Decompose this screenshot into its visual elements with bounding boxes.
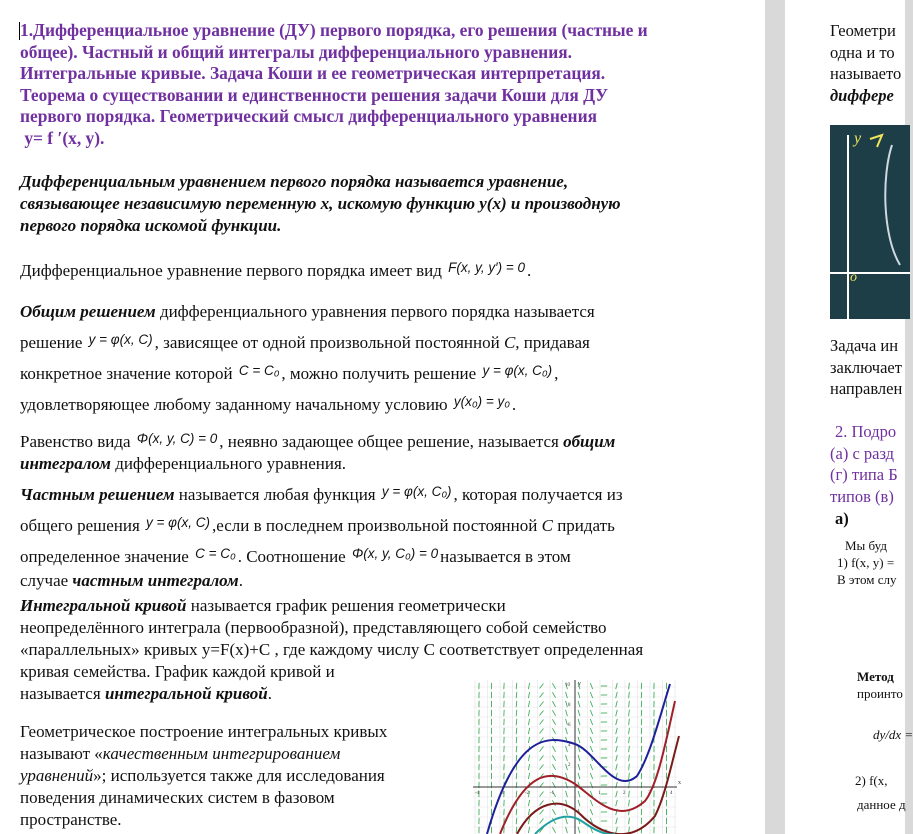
x-axis-label: x <box>678 780 681 786</box>
slope-dash <box>516 701 517 707</box>
fraction-formula: dy/dx = <box>873 727 913 742</box>
general-integral-paragraph: Равенство вида $^{\Phi(x, y, C) = 0}$ , неявно задающее общее решение, называется общим интегралом дифференциального уравнения. <box>20 431 616 473</box>
y-tick-label: 4 <box>568 743 571 748</box>
item-2-text: 2) f(x, <box>855 773 888 788</box>
section-title: 1.Дифференциальное уравнение (ДУ) первого порядка, его решения (частные и общее). Частный и общий интегралы дифференциального уравнения. Интегральные кривые. Задача Коши и ее геометрическая интерпретация. Теорема о существовании и единственности решения задачи Коши для ДУ первого порядка. Геометрический смысл дифференциального уравнения y= f ′(x, y). <box>20 20 648 148</box>
illustration-drawing <box>830 125 910 319</box>
y-axis-label: y <box>578 681 581 687</box>
slope-dash <box>516 791 517 797</box>
slope-dash <box>516 827 517 833</box>
x-tick-label: 3 <box>648 791 651 796</box>
right-small-text: Мы буд 1) f(x, y) = В этом слу <box>837 538 897 587</box>
slope-dash <box>516 818 517 824</box>
y-tick-label: 8 <box>568 703 571 708</box>
direction-field-graph <box>465 676 685 834</box>
x-tick-label: 4 <box>670 791 673 796</box>
document-page-right[interactable] <box>785 0 913 834</box>
formula: y = φ(x, C) <box>88 332 153 347</box>
slope-dash <box>516 809 517 815</box>
item-a-label: а) <box>835 509 849 528</box>
general-solution-paragraph: Общим решением дифференциального уравнения первого порядка называется решение $^{y = \varphi(x, C)}$ , зависящее от одной произвольной постоянной C, придавая конкретное значение которой $^{C = C_0}$ , можно получить решение $^{y = \varphi(x, C_0)}$ , удовлетворяющее любому заданному начальному условию $^{y(x_0) = y_0}$ . <box>20 302 595 414</box>
right-text: Задача ин заключает направлен <box>830 336 903 398</box>
right-text: Геометри одна и то называето диффере <box>830 21 902 105</box>
method-text: Метод проинто <box>857 669 903 701</box>
illustration-y-label: y <box>854 130 862 147</box>
formula: y(x₀) = y₀ <box>453 394 510 409</box>
form-paragraph: Дифференциальное уравнение первого порядка имеет вид $^{F(x, y, y') = 0}$ . <box>20 260 532 280</box>
slope-dash <box>516 746 517 752</box>
x-tick-label: 2 <box>623 791 626 796</box>
formula: y = φ(x, C₀) <box>482 363 553 378</box>
slope-dash <box>516 683 517 689</box>
illustration-o-label: o <box>850 270 857 285</box>
formula: y = φ(x, C) <box>146 515 210 530</box>
slope-dash <box>516 737 517 743</box>
x-tick-label: -4 <box>475 791 480 796</box>
formula: Φ(x, y, C₀) = 0 <box>351 546 439 561</box>
y-tick-label: 6 <box>568 723 571 728</box>
illustration-curve <box>885 145 900 265</box>
integral-curve-paragraph: Интегральной кривой называется график решения геометрически неопределённого интеграла (первообразной), представляющего собой семейство «параллельных» кривых y=F(x)+C , где каждому числу C соответствует определенная кривая семейства. График каждой кривой и называется интегральной кривой. <box>20 596 644 703</box>
geometric-construction-paragraph: Геометрическое построение интегральных кривых называют «качественным интегрированием уравнений»; используется также для исследования поведения динамических систем в фазовом пространстве. <box>20 722 388 829</box>
formula: F(x, y, y′) = 0 <box>448 260 526 275</box>
particular-solution-paragraph: Частным решением называется любая функция $^{y = \varphi(x, C_0)}$ , которая получается из общего решения $^{y = \varphi(x, C)}$ ,если в последнем произвольной постоянной C придать определенное значение $^{C = C_0}$ . Соотношение $^{\Phi(x, y, C_0) = 0}$ называется в этом случае частным интегралом. <box>20 484 623 590</box>
slope-dash <box>516 773 517 779</box>
slope-dash <box>516 710 517 716</box>
formula: C = C₀ <box>195 546 236 561</box>
formula: Φ(x, y, C) = 0 <box>136 431 218 446</box>
y-tick-label: 2 <box>568 763 571 768</box>
illustration-arrow <box>870 135 882 147</box>
x-tick-label: -2 <box>525 791 530 796</box>
slope-dash <box>516 692 517 698</box>
slope-dash <box>516 755 517 761</box>
slope-dash <box>516 728 517 734</box>
formula: C = C₀ <box>238 363 280 378</box>
right-small-text: данное д <box>857 797 906 812</box>
slope-dash <box>516 719 517 725</box>
x-tick-label: 1 <box>598 791 601 796</box>
y-tick-label: 10 <box>565 683 570 688</box>
formula: y = φ(x, C₀) <box>381 484 452 499</box>
definition-paragraph: Дифференциальным уравнением первого порядка называется уравнение, связывающее независимую переменную x, искомую функцию y(x) и производную первого порядка искомой функции. <box>20 172 621 235</box>
illustration-image <box>830 125 910 319</box>
right-heading: 2. Подро (а) с разд (г) типа Б типов (в) <box>830 422 898 506</box>
x-tick-label: -3 <box>500 791 505 796</box>
x-tick-label: -1 <box>550 791 555 796</box>
